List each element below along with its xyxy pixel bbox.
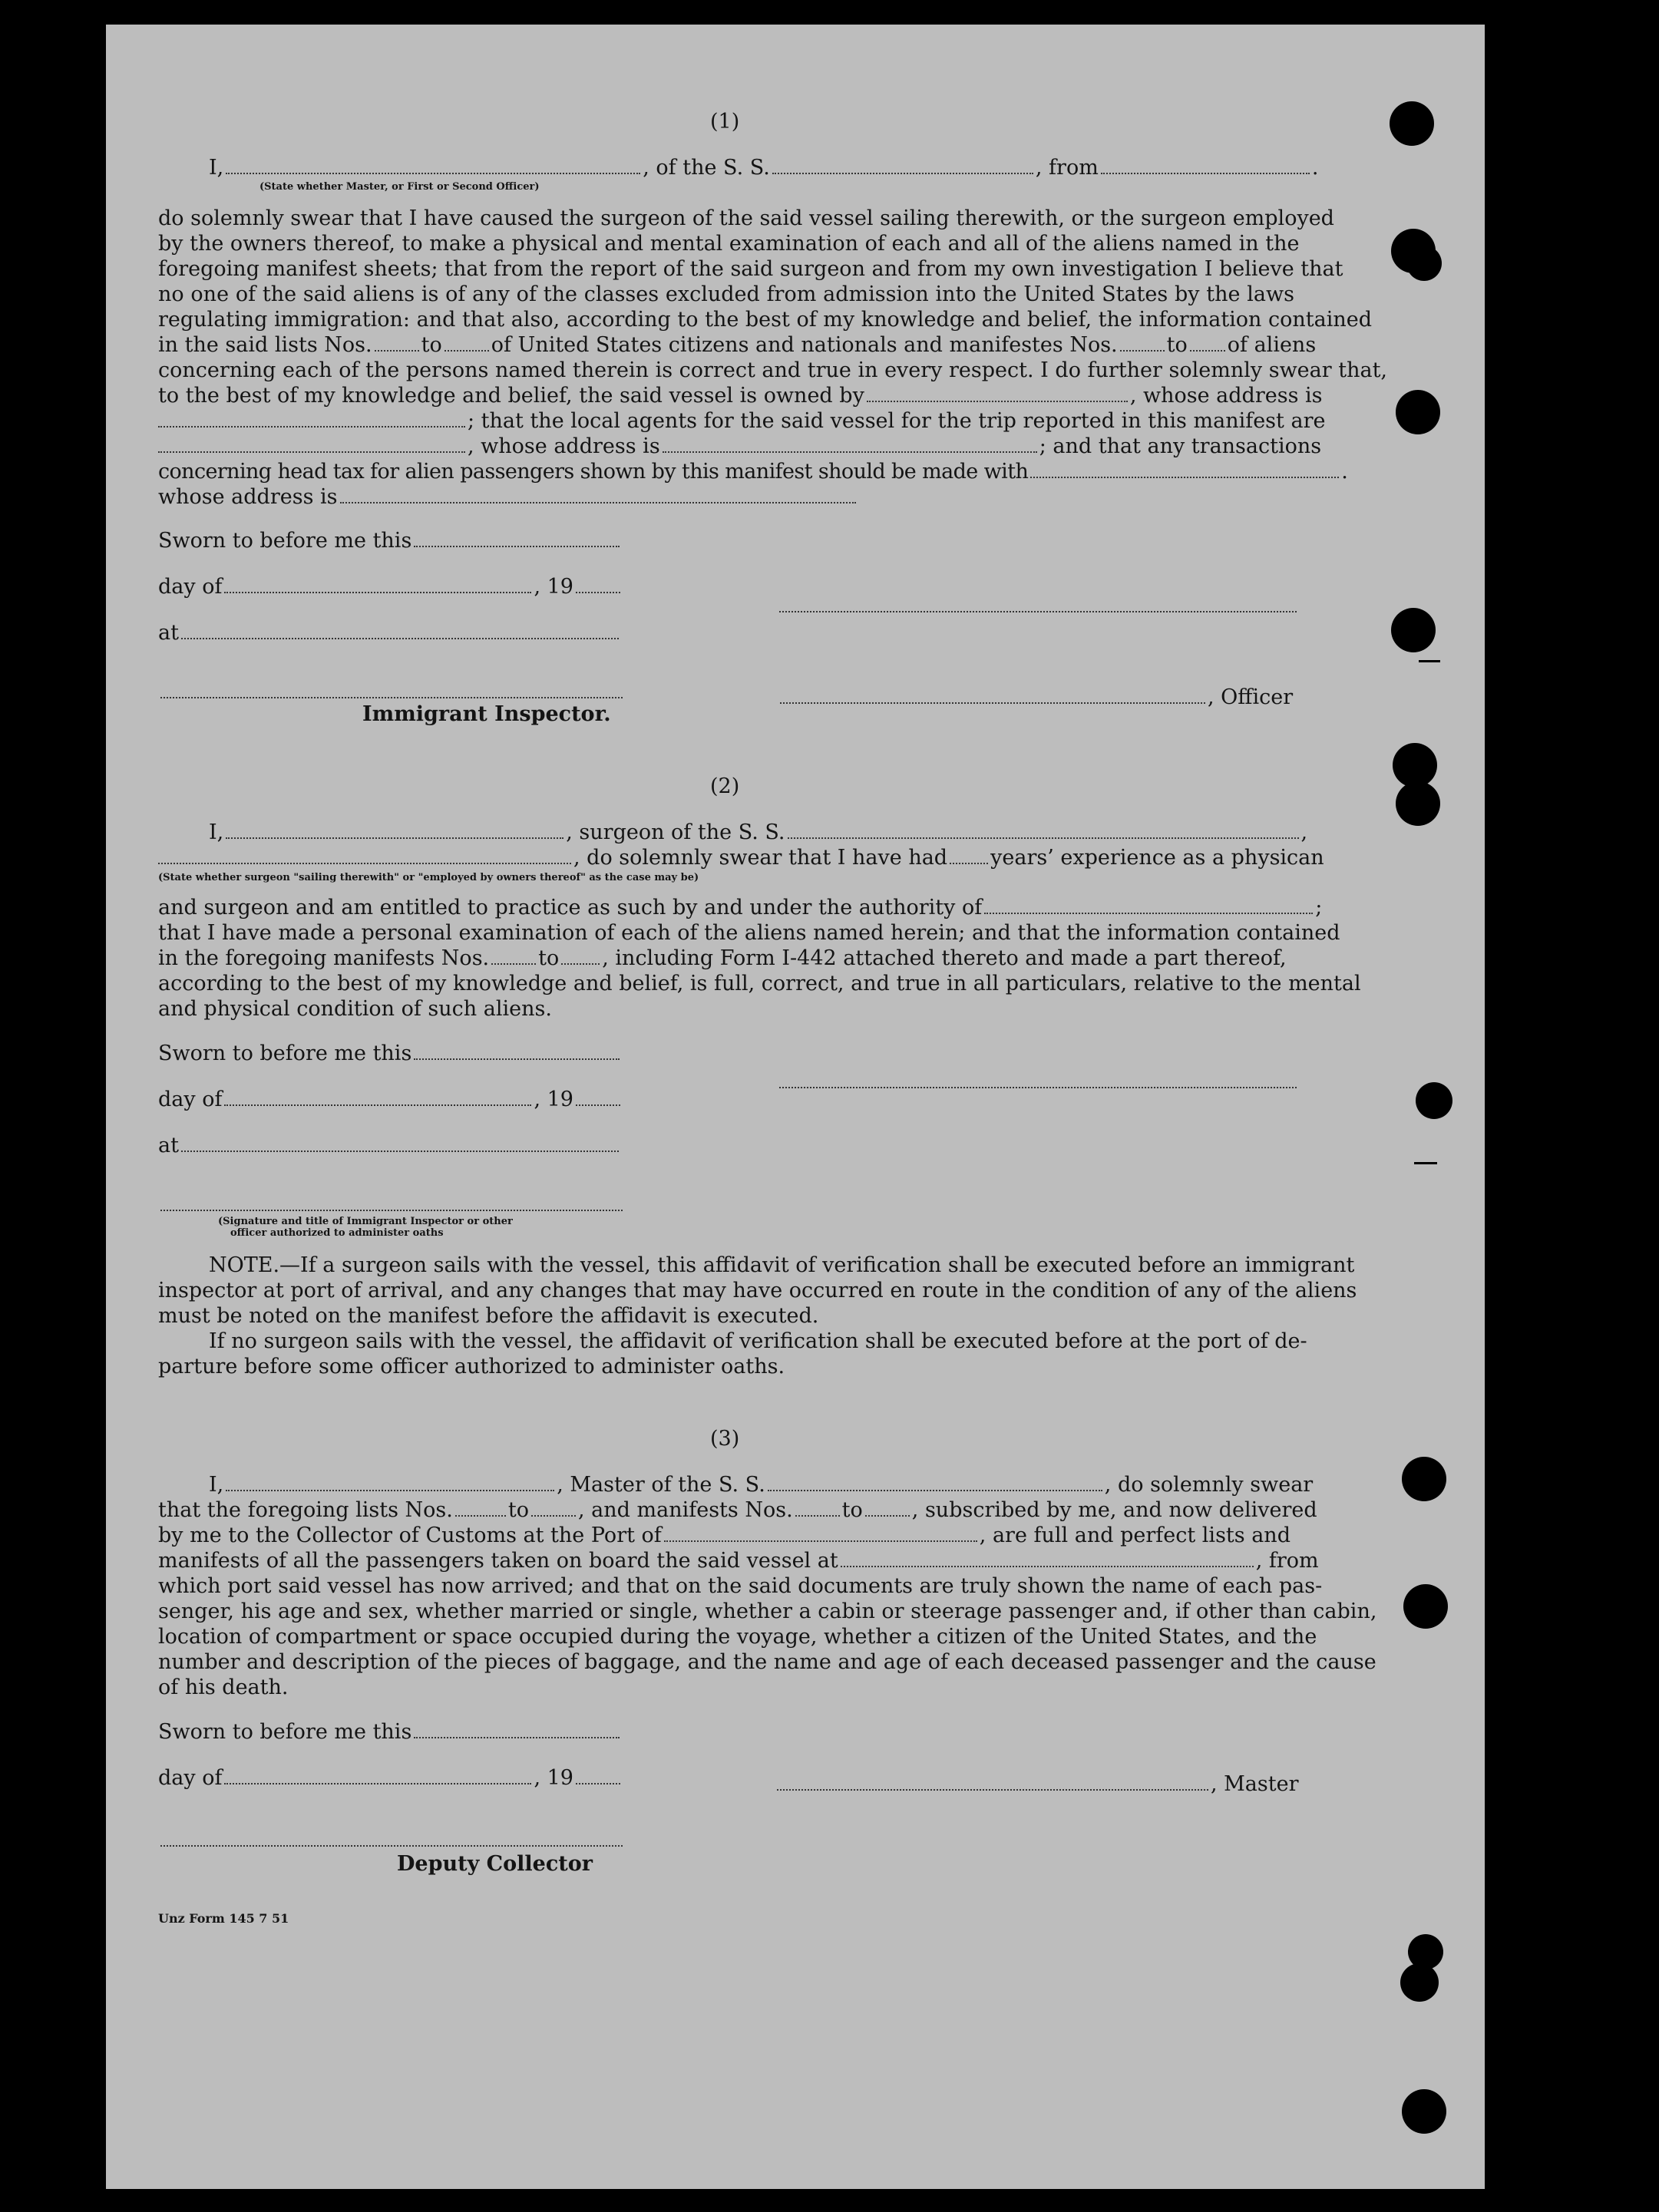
- section-2-number: (2): [710, 774, 740, 798]
- s2-note: inspector at port of arrival, and any changes that may have occurred en route in the condition of any of the aliens: [158, 1279, 1357, 1302]
- s2-line1: I, , surgeon of the S. S. ,: [209, 820, 1308, 844]
- s1-para: foregoing manifest sheets; that from the report of the said surgeon and from my own investigation I believe that: [158, 257, 1343, 281]
- punch-hole: [1396, 781, 1440, 826]
- s2-para: and surgeon and am entitled to practice as such by and under the authority of ;: [158, 896, 1323, 919]
- agents-address-field[interactable]: [663, 434, 1037, 453]
- s2-year-field[interactable]: [576, 1088, 620, 1106]
- s2-surgeon-signature-line[interactable]: [779, 1070, 1297, 1088]
- s3-para: location of compartment or space occupied during the voyage, whether a citizen of the United States, and the: [158, 1625, 1317, 1649]
- s3-sworn: Sworn to before me this: [158, 1719, 622, 1745]
- s1-year-field[interactable]: [576, 575, 620, 593]
- s1-officer: , Officer: [780, 685, 1293, 711]
- s3-para: of his death.: [158, 1676, 289, 1699]
- s3-lists-to-field[interactable]: [531, 1498, 576, 1517]
- s2-para: and physical condition of such aliens.: [158, 997, 552, 1021]
- lists-from-field[interactable]: [375, 333, 419, 352]
- surgeon-status-field[interactable]: [158, 846, 571, 864]
- s3-collector-signature-line[interactable]: [160, 1828, 623, 1847]
- punch-hole: [1391, 608, 1436, 652]
- s3-year-field[interactable]: [576, 1766, 620, 1784]
- form-number: Unz Form 145 7 51: [158, 1911, 289, 1926]
- punch-hole: [1400, 1963, 1439, 2002]
- surgeon-name-field[interactable]: [226, 820, 563, 839]
- manifests-from-field[interactable]: [1120, 333, 1165, 352]
- s1-para: concerning each of the persons named therein is correct and true in every respect. I do further solemnly swear that,: [158, 358, 1388, 382]
- s2-at-field[interactable]: [181, 1134, 619, 1152]
- s1-para: by the owners thereof, to make a physical and mental examination of each and all of the aliens named in the: [158, 232, 1300, 256]
- from-port-field[interactable]: [1101, 156, 1310, 174]
- immigrant-inspector-label: Immigrant Inspector.: [362, 702, 611, 726]
- manifests-to-field[interactable]: [1190, 333, 1225, 352]
- s1-inspector-signature-line[interactable]: [160, 680, 623, 698]
- s3-manifests-from-field[interactable]: [795, 1498, 840, 1517]
- s3-para: which port said vessel has now arrived; and that on the said documents are truly shown the name of each pas-: [158, 1574, 1323, 1598]
- punch-hole: [1403, 1584, 1448, 1629]
- s1-para: whose address is: [158, 484, 858, 510]
- section-1-number: (1): [710, 110, 740, 134]
- s2-manifests-from-field[interactable]: [491, 946, 536, 965]
- s2-line2: , do solemnly swear that I have had years’ experience as a physican: [158, 845, 1324, 871]
- s2-day: day of , 19: [158, 1087, 623, 1113]
- s2-note: If no surgeon sails with the vessel, the affidavit of verification shall be executed before at the port of de-: [209, 1329, 1307, 1353]
- boarding-port-field[interactable]: [841, 1549, 1254, 1567]
- s1-para: do solemnly swear that I have caused the surgeon of the said vessel sailing therewith, or the surgeon employed: [158, 206, 1334, 230]
- deputy-collector-label: Deputy Collector: [397, 1852, 593, 1876]
- s1-para: concerning head tax for alien passengers shown by this manifest should be made with .: [158, 460, 1348, 484]
- s3-day: day of , 19: [158, 1765, 623, 1791]
- s2-sworn-field[interactable]: [414, 1042, 620, 1060]
- punch-hole: [1402, 1457, 1446, 1501]
- s1-at: at: [158, 620, 621, 646]
- s1-para: regulating immigration: and that also, according to the best of my knowledge and belief, the information contained: [158, 308, 1373, 332]
- s3-vessel-field[interactable]: [768, 1473, 1102, 1491]
- s3-manifests-to-field[interactable]: [865, 1498, 910, 1517]
- port-field[interactable]: [664, 1524, 977, 1542]
- s3-sworn-field[interactable]: [414, 1720, 620, 1738]
- s2-para: in the foregoing manifests Nos. to , including Form I-442 attached thereto and made a part thereof,: [158, 946, 1287, 970]
- s3-line1: I, , Master of the S. S. , do solemnly swear: [209, 1473, 1314, 1497]
- head-tax-field[interactable]: [1030, 460, 1339, 478]
- s2-inspector-signature-line[interactable]: [160, 1193, 623, 1211]
- master-name-field[interactable]: [226, 156, 640, 174]
- punch-hole: [1402, 2089, 1446, 2134]
- s1-day-field[interactable]: [224, 575, 531, 593]
- s2-note: must be noted on the manifest before the affidavit is executed.: [158, 1304, 819, 1328]
- head-tax-address-field[interactable]: [340, 485, 856, 503]
- lists-to-field[interactable]: [444, 333, 489, 352]
- s3-master-signature-field[interactable]: [777, 1772, 1208, 1791]
- s2-sworn: Sworn to before me this: [158, 1041, 622, 1067]
- s2-day-field[interactable]: [224, 1088, 531, 1106]
- s1-officer-name-field[interactable]: [780, 685, 1205, 704]
- s2-note: NOTE.—If a surgeon sails with the vessel, this affidavit of verification shall be executed before an immigrant: [209, 1253, 1355, 1277]
- s1-para: , whose address is ; and that any transactions: [158, 434, 1321, 460]
- s3-para: senger, his age and sex, whether married or single, whether a cabin or steerage passenger and, if other than cabin,: [158, 1600, 1377, 1623]
- s1-line1: I, , of the S. S. , from .: [209, 156, 1319, 180]
- s1-para: to the best of my knowledge and belief, the said vessel is owned by , whose address is: [158, 384, 1323, 408]
- s2-para: according to the best of my knowledge and belief, is full, correct, and true in all particulars, relative to the mental: [158, 972, 1361, 995]
- s3-master-name-field[interactable]: [226, 1473, 554, 1491]
- s1-day: day of , 19: [158, 574, 623, 600]
- edge-mark: [1419, 660, 1440, 662]
- edge-mark: [1414, 1162, 1437, 1164]
- owner-address-field[interactable]: [158, 409, 465, 428]
- years-experience-field[interactable]: [950, 846, 988, 864]
- s1-para: in the said lists Nos. to of United States citizens and nationals and manifestes Nos. to of aliens: [158, 333, 1317, 357]
- s2-note: parture before some officer authorized to administer oaths.: [158, 1355, 785, 1378]
- punch-hole: [1390, 101, 1434, 146]
- s2-signature-note: officer authorized to administer oaths: [230, 1227, 444, 1239]
- authority-field[interactable]: [984, 896, 1313, 914]
- s2-manifests-to-field[interactable]: [561, 946, 600, 965]
- s1-sworn: Sworn to before me this: [158, 528, 622, 554]
- s1-sworn-field[interactable]: [414, 529, 620, 547]
- s2-signature-note: (Signature and title of Immigrant Inspector or other: [218, 1216, 513, 1227]
- s2-para: that I have made a personal examination of each of the aliens named herein; and that the information contained: [158, 921, 1340, 945]
- section-3-number: (3): [710, 1427, 740, 1451]
- s1-para: no one of the said aliens is of any of the classes excluded from admission into the United States by the laws: [158, 282, 1294, 306]
- s3-para: manifests of all the passengers taken on board the said vessel at , from: [158, 1549, 1319, 1573]
- s3-para: number and description of the pieces of baggage, and the name and age of each deceased passenger and the cause: [158, 1650, 1376, 1674]
- s3-para: by me to the Collector of Customs at the Port of , are full and perfect lists and: [158, 1524, 1291, 1547]
- s1-officer-signature-line[interactable]: [779, 594, 1297, 612]
- vessel-name-field[interactable]: [772, 156, 1033, 174]
- s3-para: that the foregoing lists Nos. to , and manifests Nos. to , subscribed by me, and now delivered: [158, 1498, 1317, 1522]
- s2-surgeon-note: (State whether surgeon "sailing therewith" or "employed by owners thereof" as the case may be): [158, 872, 699, 883]
- s1-para: ; that the local agents for the said vessel for the trip reported in this manifest are: [158, 408, 1325, 434]
- punch-hole: [1416, 1082, 1452, 1119]
- s1-officer-note: (State whether Master, or First or Second Officer): [259, 181, 540, 193]
- punch-hole: [1406, 246, 1442, 281]
- s3-lists-from-field[interactable]: [455, 1498, 506, 1517]
- s2-vessel-field[interactable]: [788, 820, 1299, 839]
- s3-master: , Master: [777, 1771, 1299, 1798]
- s1-at-field[interactable]: [181, 621, 619, 639]
- s3-day-field[interactable]: [224, 1766, 531, 1784]
- punch-hole: [1396, 390, 1440, 434]
- agents-field[interactable]: [158, 434, 465, 453]
- s2-at: at: [158, 1133, 621, 1159]
- owner-field[interactable]: [867, 384, 1128, 402]
